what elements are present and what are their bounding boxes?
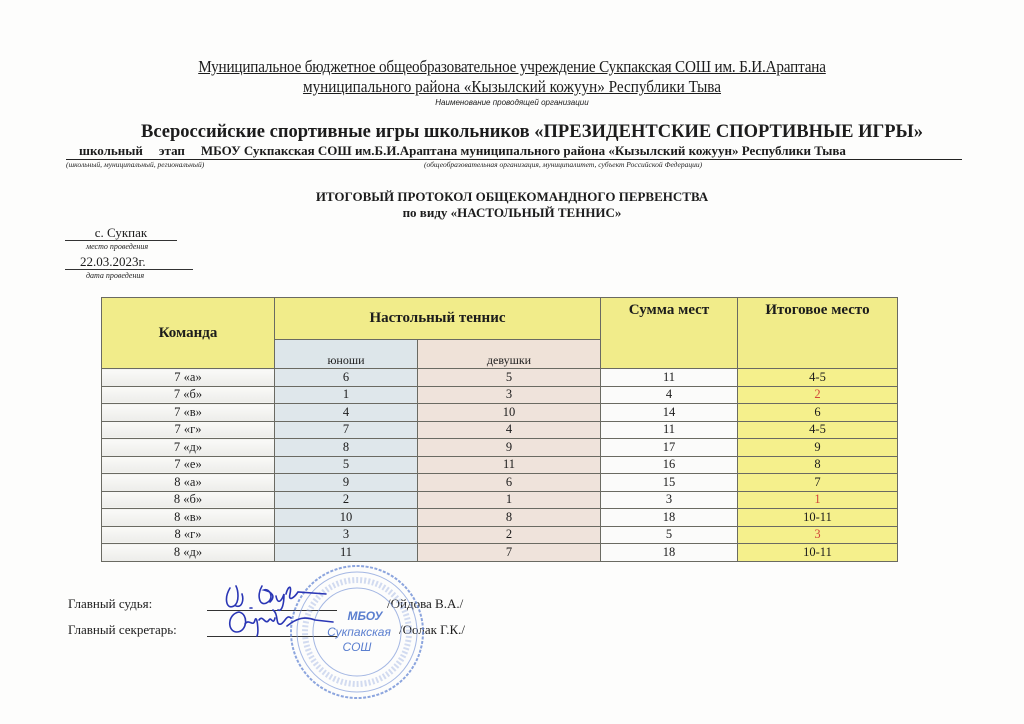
organization-line-1 xyxy=(41,57,983,77)
girls-place-cell: 10 xyxy=(418,404,601,422)
header-sport: Настольный теннис xyxy=(275,298,601,340)
header-final: Итоговое место xyxy=(738,298,898,369)
stage-level-caption: (школьный, муниципальный, региональный) xyxy=(66,160,205,169)
girls-place-cell: 4 xyxy=(418,421,601,439)
team-cell: 7 «д» xyxy=(102,439,275,457)
table-row xyxy=(102,404,898,422)
table-row xyxy=(102,526,898,544)
date-caption: дата проведения xyxy=(86,271,145,280)
boys-place-cell: 8 xyxy=(275,439,418,457)
sum-cell: 17 xyxy=(601,439,738,457)
table-row xyxy=(102,544,898,562)
girls-place-cell: 6 xyxy=(418,474,601,492)
final-place-cell: 4-5 xyxy=(738,369,898,387)
boys-place-cell: 2 xyxy=(275,491,418,509)
team-cell: 8 «г» xyxy=(102,526,275,544)
sum-cell: 3 xyxy=(601,491,738,509)
sum-cell: 11 xyxy=(601,421,738,439)
team-cell: 8 «в» xyxy=(102,509,275,527)
table-row xyxy=(102,421,898,439)
team-cell: 7 «е» xyxy=(102,456,275,474)
stage-level: школьный xyxy=(79,143,143,158)
girls-place-cell: 11 xyxy=(418,456,601,474)
place-caption: место проведения xyxy=(86,242,149,251)
organization-line-2 xyxy=(41,77,983,97)
final-place-cell: 1 xyxy=(738,491,898,509)
team-cell: 8 «д» xyxy=(102,544,275,562)
results-body xyxy=(102,369,898,562)
header-girls: девушки xyxy=(418,340,601,369)
header-boys: юноши xyxy=(275,340,418,369)
table-row xyxy=(102,474,898,492)
stage-line xyxy=(66,143,962,160)
final-place-cell: 8 xyxy=(738,456,898,474)
team-cell: 8 «б» xyxy=(102,491,275,509)
judge-name: /Ойдова В.А./ xyxy=(387,596,464,611)
final-place-cell: 3 xyxy=(738,526,898,544)
sum-cell: 14 xyxy=(601,404,738,422)
team-cell: 7 «в» xyxy=(102,404,275,422)
girls-place-cell: 5 xyxy=(418,369,601,387)
date-field: 22.03.2023г. xyxy=(65,255,193,270)
boys-place-cell: 11 xyxy=(275,544,418,562)
boys-place-cell: 4 xyxy=(275,404,418,422)
secretary-name: /Оолак Г.К./ xyxy=(399,622,465,637)
team-cell: 8 «а» xyxy=(102,474,275,492)
girls-place-cell: 9 xyxy=(418,439,601,457)
final-place-cell: 10-11 xyxy=(738,544,898,562)
header-row xyxy=(102,298,898,340)
organization-line-2-text: муниципального района «Кызылский кожуун» Республики Тыва xyxy=(302,77,722,96)
table-row xyxy=(102,509,898,527)
event-title: Всероссийские спортивные игры школьников «ПРЕЗИДЕНТСКИЕ СПОРТИВНЫЕ ИГРЫ» xyxy=(141,122,923,142)
girls-place-cell: 3 xyxy=(418,386,601,404)
sum-cell: 11 xyxy=(601,369,738,387)
boys-place-cell: 3 xyxy=(275,526,418,544)
boys-place-cell: 1 xyxy=(275,386,418,404)
team-cell: 7 «г» xyxy=(102,421,275,439)
team-cell: 7 «а» xyxy=(102,369,275,387)
table-row xyxy=(102,439,898,457)
stamp-text-2: Сукпакская xyxy=(327,625,391,639)
sum-cell: 15 xyxy=(601,474,738,492)
final-place-cell: 6 xyxy=(738,404,898,422)
organization-line-1-text: Муниципальное бюджетное общеобразовательное учреждение Сукпакская СОШ им. Б.И.Араптана xyxy=(198,57,826,76)
final-place-cell: 2 xyxy=(738,386,898,404)
girls-place-cell: 7 xyxy=(418,544,601,562)
table-row xyxy=(102,456,898,474)
final-place-cell: 10-11 xyxy=(738,509,898,527)
team-cell: 7 «б» xyxy=(102,386,275,404)
place-field: с. Сукпак xyxy=(65,226,177,241)
sum-cell: 16 xyxy=(601,456,738,474)
final-place-cell: 4-5 xyxy=(738,421,898,439)
boys-place-cell: 7 xyxy=(275,421,418,439)
sum-cell: 18 xyxy=(601,544,738,562)
organization-caption: Наименование проводящей организации xyxy=(435,98,589,107)
girls-place-cell: 2 xyxy=(418,526,601,544)
header-sum: Сумма мест xyxy=(601,298,738,369)
table-row xyxy=(102,491,898,509)
stage-org-caption: (общеобразовательная организация, муниципалитет, субъект Российской Федерации) xyxy=(424,160,703,169)
stamp-text-3: СОШ xyxy=(342,640,372,654)
final-place-cell: 9 xyxy=(738,439,898,457)
sum-cell: 5 xyxy=(601,526,738,544)
header-team: Команда xyxy=(102,298,275,369)
secretary-signature xyxy=(225,604,335,638)
boys-place-cell: 10 xyxy=(275,509,418,527)
stage-word: этап xyxy=(158,143,185,158)
stamp-text-1: МБОУ xyxy=(347,609,383,623)
stage-organization: МБОУ Сукпакская СОШ им.Б.И.Араптана муниципального района «Кызылский кожуун» Республики Тыва xyxy=(200,143,846,158)
boys-place-cell: 6 xyxy=(275,369,418,387)
boys-place-cell: 9 xyxy=(275,474,418,492)
girls-place-cell: 8 xyxy=(418,509,601,527)
protocol-subtitle: по виду «НАСТОЛЬНЫЙ ТЕННИС» xyxy=(402,205,622,220)
secretary-label: Главный секретарь: xyxy=(68,622,177,637)
sum-cell: 18 xyxy=(601,509,738,527)
final-place-cell: 7 xyxy=(738,474,898,492)
sum-cell: 4 xyxy=(601,386,738,404)
table-row xyxy=(102,386,898,404)
girls-place-cell: 1 xyxy=(418,491,601,509)
table-row xyxy=(102,369,898,387)
judge-label: Главный судья: xyxy=(68,596,153,611)
protocol-title: ИТОГОВЫЙ ПРОТОКОЛ ОБЩЕКОМАНДНОГО ПЕРВЕНСТВА xyxy=(315,189,709,204)
boys-place-cell: 5 xyxy=(275,456,418,474)
results-table xyxy=(101,297,898,562)
